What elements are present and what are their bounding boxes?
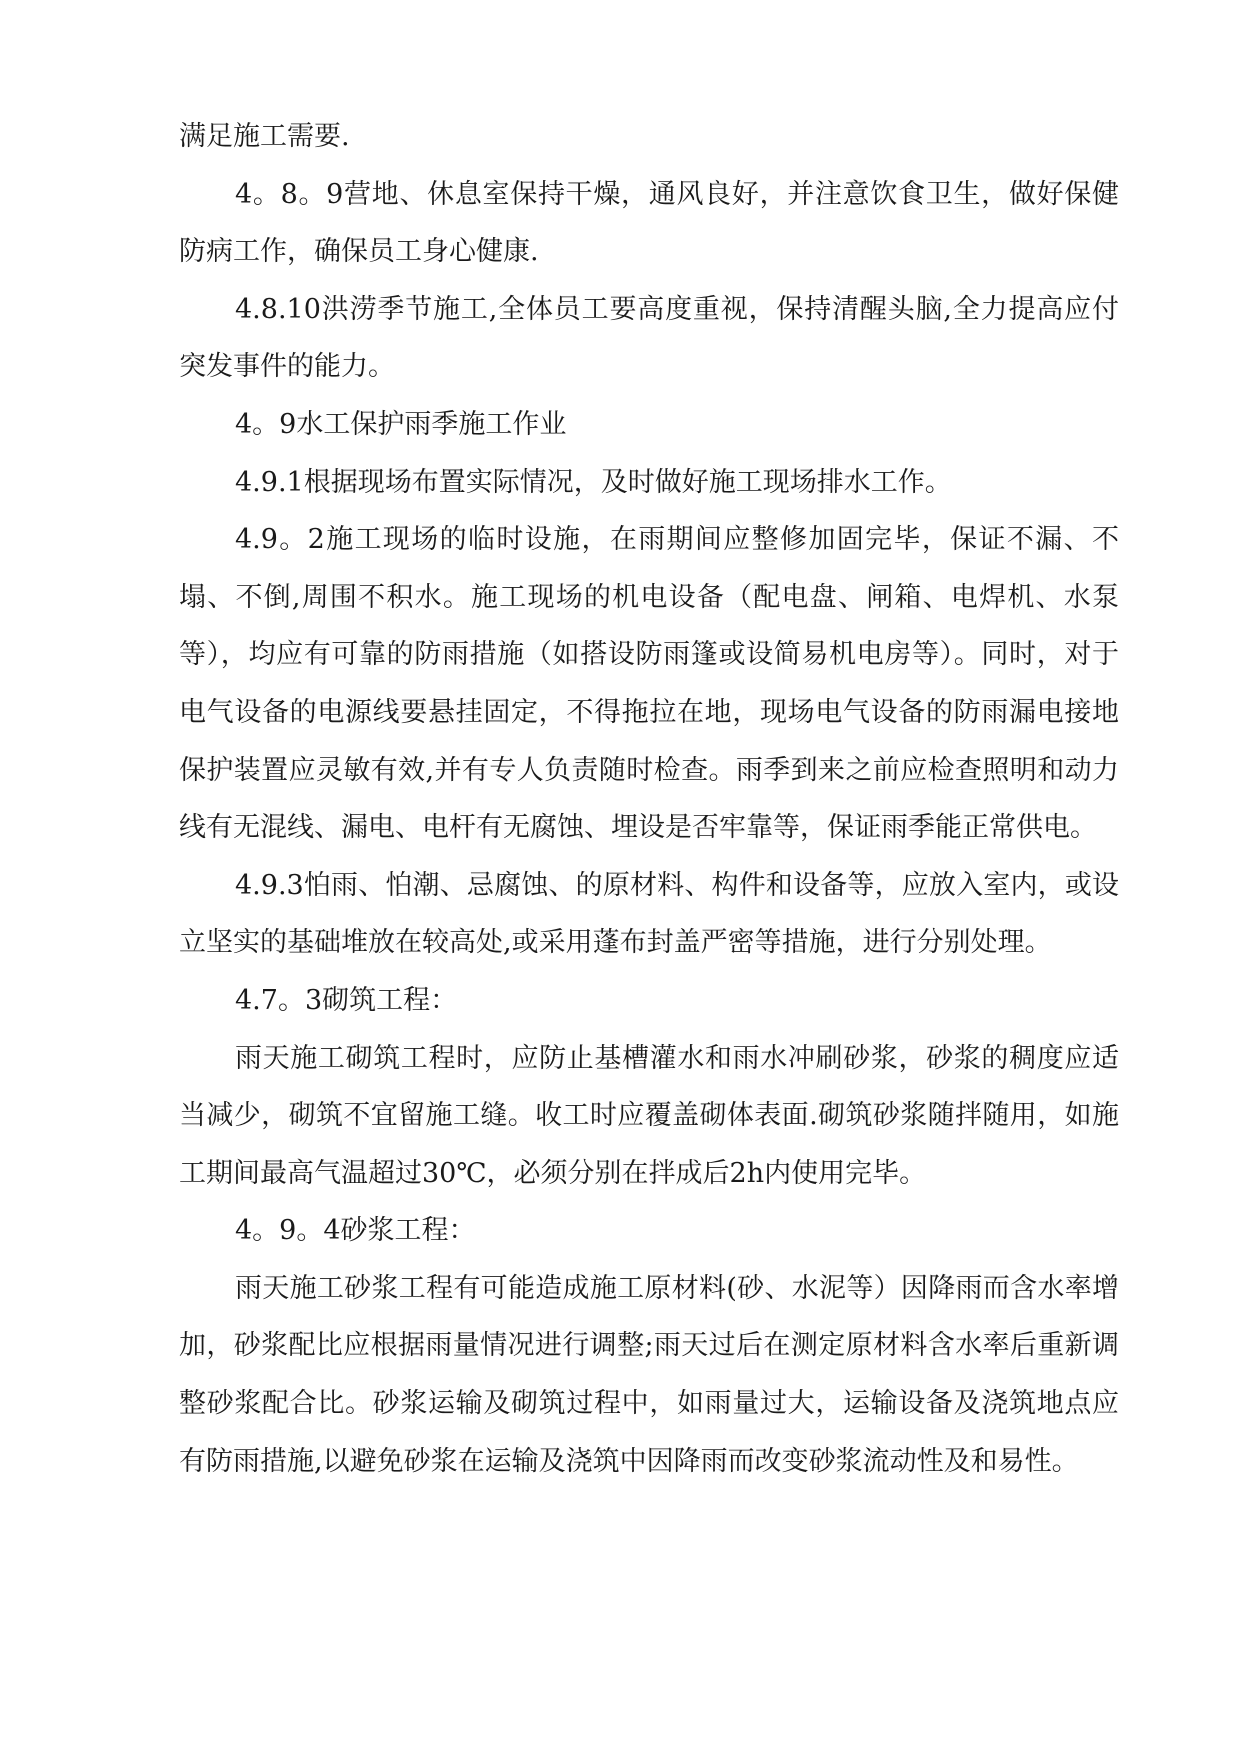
- paragraph-4-9-1: 4.9.1根据现场布置实际情况，及时做好施工现场排水工作。: [235, 466, 952, 498]
- subheading-mortar: 4。9。4砂浆工程：: [235, 1215, 476, 1247]
- paragraph-masonry: 雨天施工砌筑工程时，应防止基槽灌水和雨水冲刷砂浆，砂浆的稠度应适当减少，砌筑不宜留施工缝。收工时应覆盖砌体表面.砌筑砂浆随拌随用，如施工期间最高气温超过30℃，必须分别在拌成后2h内使用完毕。: [179, 1042, 1119, 1189]
- paragraph-4-9-2: 4.9。2施工现场的临时设施，在雨期间应整修加固完毕，保证不漏、不塌、不倒,周围不积水。施工现场的机电设备（配电盘、闸箱、电焊机、水泵等），均应有可靠的防雨措施（如搭设防雨篷或设简易机电房等）。同时，对于电气设备的电源线要悬挂固定，不得拖拉在地，现场电气设备的防雨漏电接地保护装置应灵敏有效,并有专人负责随时检查。雨季到来之前应检查照明和动力线有无混线、漏电、电杆有无腐蚀、埋设是否牢靠等，保证雨季能正常供电。: [179, 524, 1119, 844]
- paragraph-4-8-10: 4.8.10洪涝季节施工,全体员工要高度重视，保持清醒头脑,全力提高应付突发事件的能力。: [179, 293, 1119, 383]
- subheading-masonry: 4.7。3砌筑工程：: [235, 984, 458, 1016]
- paragraph-4-9-3: 4.9.3怕雨、怕潮、忌腐蚀、的原材料、构件和设备等，应放入室内，或设立坚实的基础堆放在较高处,或采用蓬布封盖严密等措施，进行分别处理。: [179, 869, 1119, 959]
- paragraph-mortar: 雨天施工砂浆工程有可能造成施工原材料(砂、水泥等）因降雨而含水率增加，砂浆配比应根据雨量情况进行调整;雨天过后在测定原材料含水率后重新调整砂浆配合比。砂浆运输及砌筑过程中，如雨量过大，运输设备及浇筑地点应有防雨措施,以避免砂浆在运输及浇筑中因降雨而改变砂浆流动性及和易性。: [179, 1272, 1119, 1477]
- paragraph-4-8-9: 4。8。9营地、休息室保持干燥，通风良好，并注意饮食卫生，做好保健防病工作，确保员工身心健康.: [179, 178, 1119, 268]
- section-heading-4-9: 4。9水工保护雨季施工作业: [235, 408, 567, 440]
- document-body: [179, 108, 1119, 1490]
- paragraph-continuation: 满足施工需要.: [179, 121, 350, 152]
